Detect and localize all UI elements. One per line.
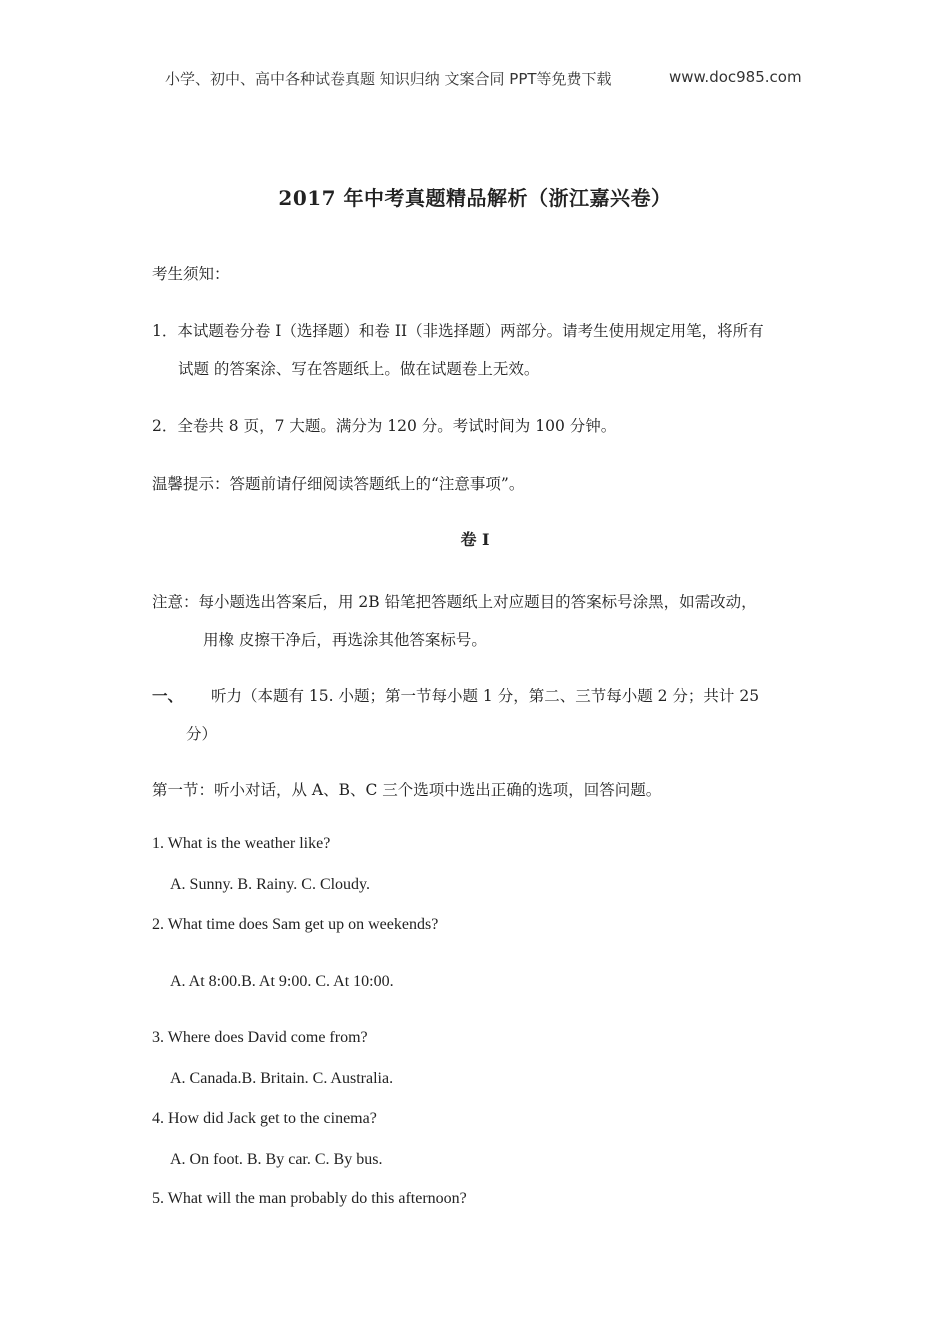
question-2: 2. What time does Sam get up on weekends? [152, 916, 439, 933]
notice-item-2: 2．全卷共 8 页，7 大题。满分为 120 分。考试时间为 100 分钟。 [152, 417, 617, 435]
header-url[interactable]: www.doc985.com [669, 68, 802, 86]
question-1-options: A. Sunny. B. Rainy. C. Cloudy. [170, 876, 371, 893]
notice-item-1-line-1: 1．本试题卷分卷 I（选择题）和卷 II（非选择题）两部分。请考生使用规定用笔，将所有 [152, 322, 764, 340]
attention-line-1: 注意：每小题选出答案后，用 2B 铅笔把答题纸上对应题目的答案标号涂黑，如需改动， [152, 593, 757, 611]
section-title: 卷 I [460, 530, 490, 549]
part-one-number: 一、 [152, 686, 184, 705]
question-4: 4. How did Jack get to the cinema? [152, 1110, 377, 1127]
question-5: 5. What will the man probably do this afternoon? [152, 1190, 467, 1207]
question-2-options: A. At 8:00.B. At 9:00. C. At 10:00. [170, 973, 394, 990]
part-one-line-2: 分） [186, 725, 218, 743]
question-4-options: A. On foot. B. By car. C. By bus. [170, 1151, 383, 1168]
notice-item-1-line-2: 试题 的答案涂、写在答题纸上。做在试题卷上无效。 [178, 360, 540, 378]
header-text: 小学、初中、高中各种试卷真题 知识归纳 文案合同 PPT等免费下载 [165, 70, 612, 88]
question-3: 3. Where does David come from? [152, 1029, 368, 1046]
attention-line-2: 用橡 皮擦干净后，再选涂其他答案标号。 [203, 631, 487, 649]
question-3-options: A. Canada.B. Britain. C. Australia. [170, 1070, 394, 1087]
sub-section-1: 第一节：听小对话，从 A、B、C 三个选项中选出正确的选项，回答问题。 [152, 781, 662, 799]
page-header [165, 68, 802, 89]
notice-heading: 考生须知： [152, 265, 230, 283]
question-1: 1. What is the weather like? [152, 835, 331, 852]
notice-tip: 温馨提示：答题前请仔细阅读答题纸上的“注意事项”。 [152, 475, 525, 493]
part-one-line-1: 听力（本题有 15. 小题；第一节每小题 1 分，第二、三节每小题 2 分；共计 25 [211, 687, 760, 705]
document-title: 2017 年中考真题精品解析（浙江嘉兴卷） [278, 186, 672, 210]
